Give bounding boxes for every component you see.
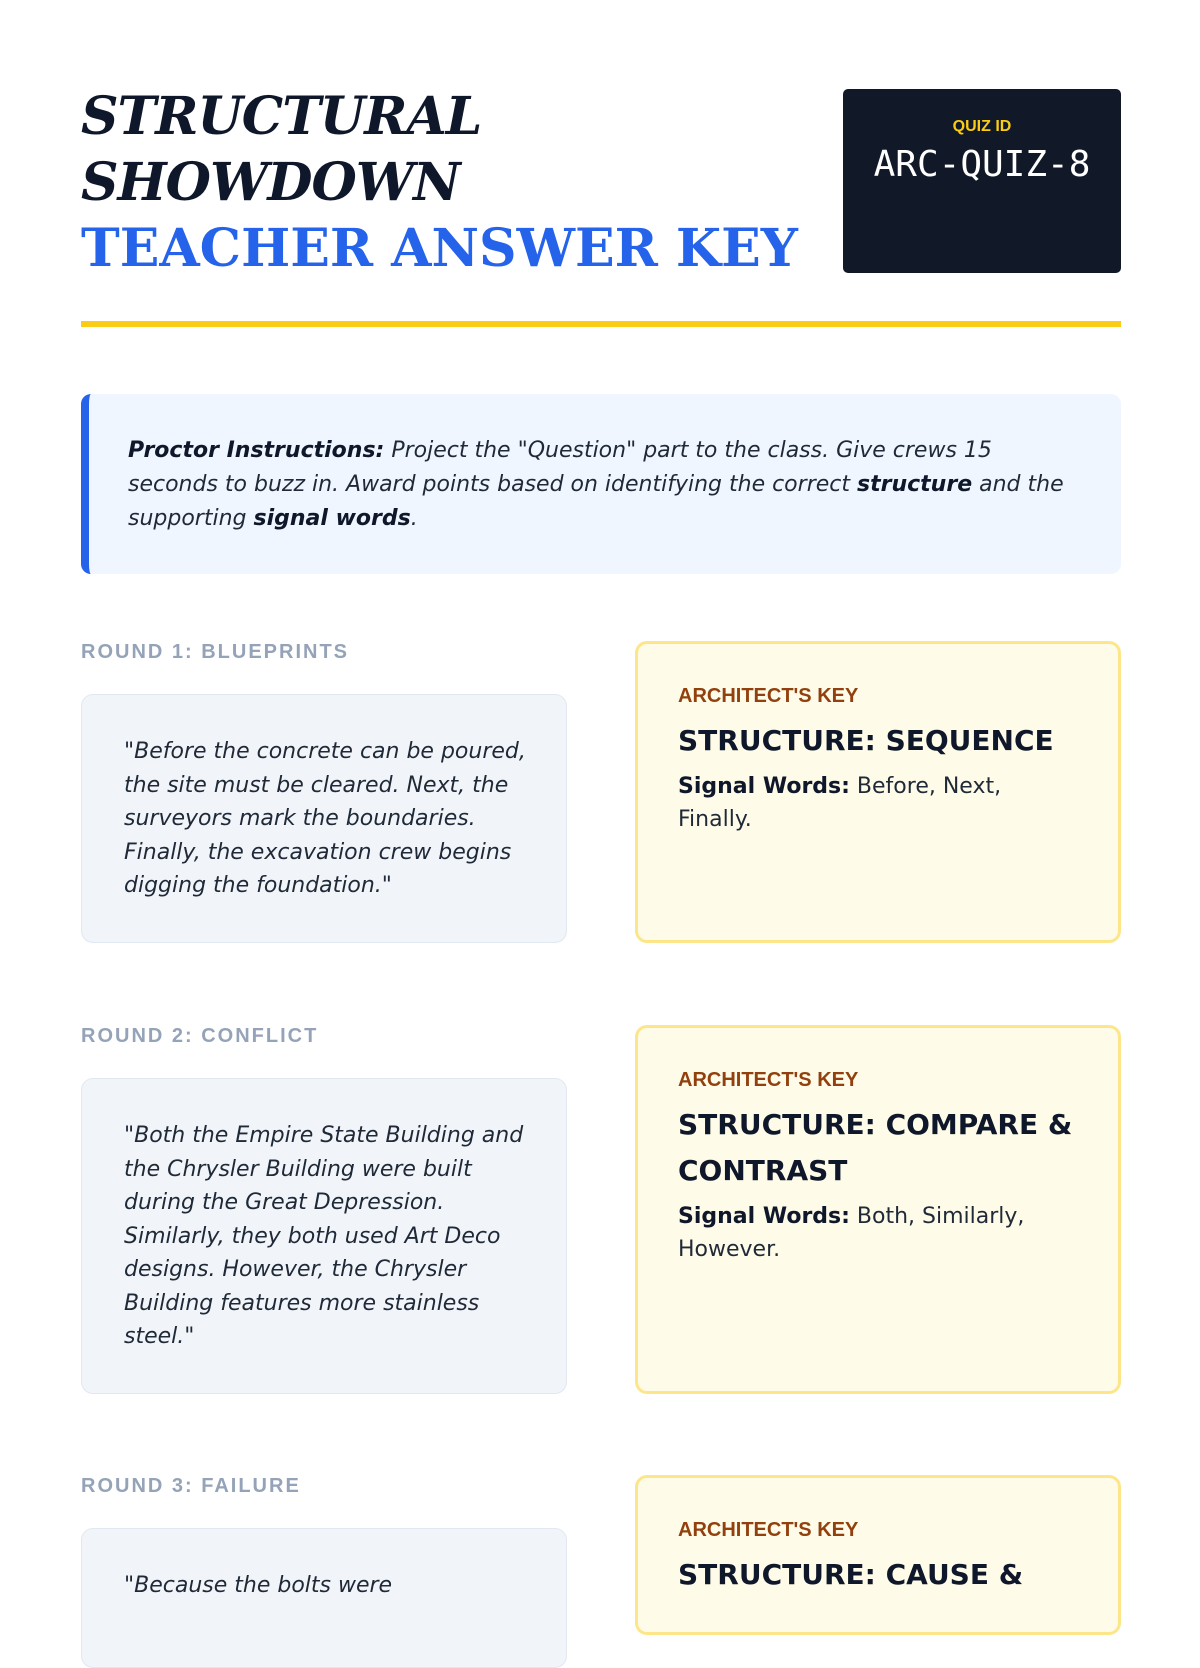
quiz-id-value: ARC-QUIZ-8 — [873, 144, 1091, 185]
instructions-text-3: . — [410, 506, 418, 531]
round-label: ROUND 2: CONFLICT — [81, 1025, 319, 1047]
round-2 — [81, 1025, 1121, 1394]
signal-words-label: Signal Words: — [678, 1204, 850, 1229]
architects-key-card — [635, 1475, 1121, 1635]
round-3 — [81, 1475, 1121, 1600]
instructions-label: Proctor Instructions: — [128, 438, 385, 463]
key-structure: STRUCTURE: SEQUENCE — [678, 724, 1054, 757]
header — [81, 84, 1121, 284]
quiz-id-badge — [843, 89, 1121, 273]
title-line-2: SHOWDOWN — [81, 152, 460, 213]
instructions-bold-signal-words: signal words — [253, 506, 411, 531]
signal-words-value: Both, Similarly, However. — [678, 1204, 1025, 1262]
question-passage: "Before the concrete can be poured, the site must be cleared. Next, the surveyors mark the boundaries. Finally, the excavation crew begins digging the foundation." — [81, 694, 567, 943]
key-label: ARCHITECT'S KEY — [678, 685, 859, 707]
question-passage: "Both the Empire State Building and the Chrysler Building were built during the Great Depression. Similarly, they both used Art Deco designs. However, the Chrysler Building features more stainless steel." — [81, 1078, 567, 1394]
key-signal-words — [678, 770, 1078, 836]
answer-key-page — [81, 0, 1121, 1600]
key-signal-words — [678, 1200, 1078, 1266]
proctor-instructions — [81, 394, 1121, 574]
signal-words-label: Signal Words: — [678, 774, 850, 799]
key-structure: STRUCTURE: COMPARE & CONTRAST — [678, 1108, 1073, 1187]
title-block — [81, 84, 831, 282]
key-label: ARCHITECT'S KEY — [678, 1519, 859, 1541]
key-label: ARCHITECT'S KEY — [678, 1069, 859, 1091]
round-1 — [81, 641, 1121, 943]
round-label: ROUND 1: BLUEPRINTS — [81, 641, 350, 663]
architects-key-card — [635, 641, 1121, 943]
instructions-bold-structure: structure — [857, 472, 973, 497]
instructions-text-1: Project the "Question" part to the class. Give crews 15 seconds to buzz in. Award points based on identifying the correct — [128, 438, 992, 497]
signal-words-value: Before, Next, Finally. — [678, 774, 1002, 832]
header-divider — [81, 321, 1121, 327]
instructions-text-2: and the supporting — [128, 472, 1064, 531]
key-structure: STRUCTURE: CAUSE & — [678, 1558, 1024, 1591]
quiz-id-label: QUIZ ID — [952, 118, 1012, 135]
title-line-1: STRUCTURAL — [81, 86, 482, 147]
question-passage: "Because the bolts were — [81, 1528, 567, 1668]
page-subtitle: TEACHER ANSWER KEY — [81, 218, 798, 279]
round-label: ROUND 3: FAILURE — [81, 1475, 301, 1497]
architects-key-card — [635, 1025, 1121, 1394]
